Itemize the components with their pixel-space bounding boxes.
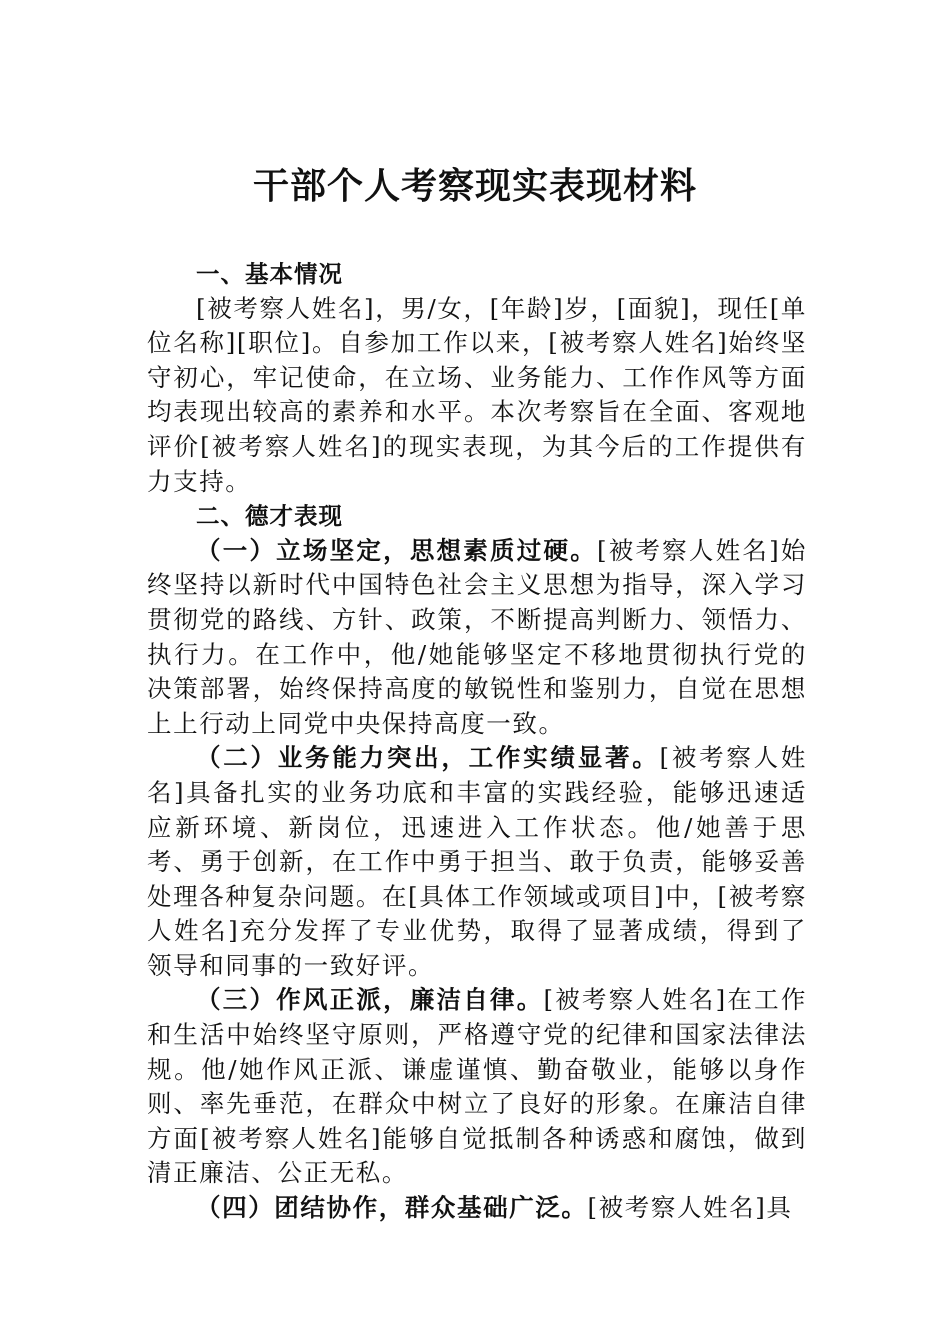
document-body	[147, 257, 807, 1226]
performance-item-3	[147, 983, 807, 1191]
performance-item-1-lead: （一）立场坚定，思想素质过硬。	[196, 535, 597, 565]
basic-info-paragraph: [被考察人姓名]，男/女，[年龄]岁，[面貌]，现任[单位名称][职位]。自参加工作以来，[被考察人姓名]始终坚守初心，牢记使命，在立场、业务能力、工作作风等方面均表现出较高的素养和水平。本次考察旨在全面、客观地评价[被考察人姓名]的现实表现，为其今后的工作提供有力支持。	[147, 293, 807, 496]
performance-item-2-text: [被考察人姓名]具备扎实的业务功底和丰富的实践经验，能够迅速适应新环境、新岗位，迅速进入工作状态。他/她善于思考、勇于创新，在工作中勇于担当、敢于负责，能够妥善处理各种复杂问题。在[具体工作领域或项目]中，[被考察人姓名]充分发挥了专业优势，取得了显著成绩，得到了领导和同事的一致好评。	[147, 743, 807, 980]
performance-item-3-lead: （三）作风正派，廉洁自律。	[196, 985, 544, 1015]
performance-item-4-lead: （四）团结协作，群众基础广泛。	[196, 1193, 588, 1223]
section-heading-basic-info: 一、基本情况	[196, 260, 343, 288]
performance-item-1-text: [被考察人姓名]始终坚持以新时代中国特色社会主义思想为指导，深入学习贯彻党的路线、方针、政策，不断提高判断力、领悟力、执行力。在工作中，他/她能够坚定不移地贯彻执行党的决策部署，始终保持高度的敏锐性和鉴别力，自觉在思想上上行动上同党中央保持高度一致。	[147, 535, 807, 738]
performance-item-4	[147, 1191, 807, 1226]
performance-item-2	[147, 741, 807, 983]
section-heading-performance: 二、德才表现	[196, 502, 343, 531]
performance-item-2-lead: （二）业务能力突出，工作实绩显著。	[196, 743, 660, 773]
performance-item-4-text: [被考察人姓名]具	[587, 1193, 793, 1223]
performance-item-1	[147, 534, 807, 742]
performance-item-3-text: [被考察人姓名]在工作和生活中始终坚守原则，严格遵守党的纪律和国家法律法规。他/她作风正派、谦虚谨慎、勤奋敬业，能够以身作则、率先垂范，在群众中树立了良好的形象。在廉洁自律方面[被考察人姓名]能够自觉抵制各种诱惑和腐蚀，做到清正廉洁、公正无私。	[147, 985, 807, 1188]
document-title: 干部个人考察现实表现材料	[252, 165, 697, 207]
